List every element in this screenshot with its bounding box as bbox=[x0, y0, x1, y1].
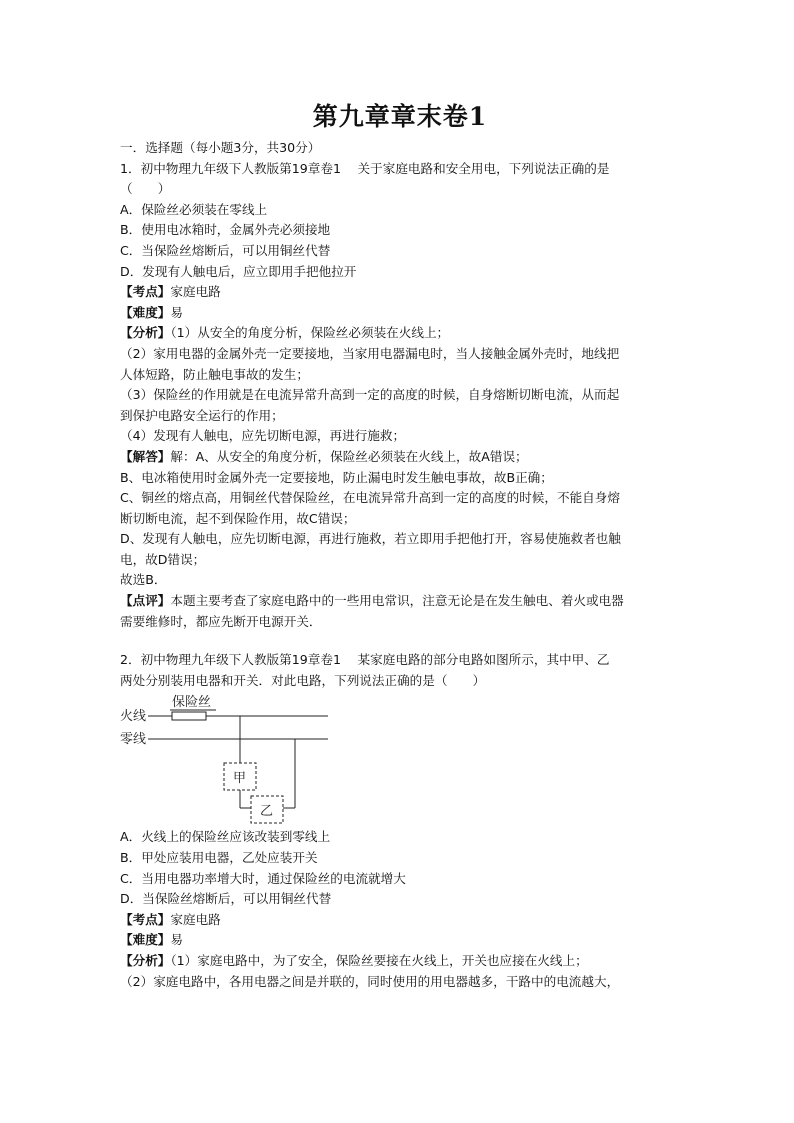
question-1-jieda-line-7: 故选B． bbox=[120, 572, 167, 588]
kaodian-tag: 【考点】 bbox=[120, 284, 171, 300]
question-1-fenxi-line-2: （2）家用电器的金属外壳一定要接地，当家用电器漏电时，当人接触金属外壳时，地线把 bbox=[120, 345, 620, 361]
question-1-fenxi-line-4: （3）保险丝的作用就是在电流异常升高到一定的高度的时候，自身熔断切断电流，从而起 bbox=[120, 387, 620, 403]
question-1 bbox=[120, 159, 680, 633]
fuse-symbol bbox=[172, 712, 206, 720]
question-2-option-d: D．当保险丝熔断后，可以用铜丝代替 bbox=[120, 891, 332, 907]
kaodian-tag: 【考点】 bbox=[120, 911, 171, 927]
nandu-tag: 【难度】 bbox=[120, 304, 171, 320]
question-1-fenxi-line-3: 人体短路，防止触电事故的发生； bbox=[120, 366, 309, 382]
question-1-jieda-line-6: 电，故D错误； bbox=[120, 551, 206, 567]
spacer bbox=[120, 632, 680, 650]
question-1-option-d: D．发现有人触电后，应立即用手把他拉开 bbox=[120, 263, 357, 279]
jieda-tag: 【解答】 bbox=[120, 448, 171, 464]
nandu-value: 易 bbox=[170, 304, 183, 320]
kaodian-value: 家庭电路 bbox=[170, 284, 221, 300]
question-1-option-b: B．使用电冰箱时，金属外壳必须接地 bbox=[120, 222, 331, 238]
question-1-jieda-line-4: 断切断电流，起不到保险作用，故C错误； bbox=[120, 510, 356, 526]
neutral-wire-label: 零线 bbox=[120, 732, 147, 748]
kaodian-value: 家庭电路 bbox=[170, 911, 221, 927]
question-1-jieda-line-2: B、电冰箱使用时金属外壳一定要接地，防止漏电时发生触电事故，故B正确； bbox=[120, 469, 553, 485]
question-1-stem-line-2: （ ） bbox=[120, 181, 171, 197]
question-1-jieda-line-3: C、铜丝的熔点高，用铜丝代替保险丝，在电流异常升高到一定的高度的时候，不能自身熔 bbox=[120, 490, 620, 506]
question-2-option-a: A．火线上的保险丝应该改装到零线上 bbox=[120, 829, 331, 845]
question-1-option-a: A．保险丝必须装在零线上 bbox=[120, 201, 268, 217]
fenxi-text: （1）家庭电路中，为了安全，保险丝要接在火线上，开关也应接在火线上； bbox=[170, 953, 588, 968]
fuse-label: 保险丝 bbox=[172, 695, 212, 711]
question-2-option-c: C．当用电器功率增大时，通过保险丝的电流就增大 bbox=[120, 870, 406, 886]
question-1-kaodian bbox=[120, 282, 680, 303]
question-1-jieda-line-1 bbox=[120, 447, 680, 468]
question-2-fenxi-line-1 bbox=[120, 951, 680, 972]
question-2-kaodian bbox=[120, 910, 680, 931]
question-1-fenxi-line-1 bbox=[120, 323, 680, 344]
yi-label: 乙 bbox=[260, 804, 274, 820]
jieda-text: 解：A、从安全的角度分析，保险丝必须装在火线上，故A错误； bbox=[170, 448, 528, 464]
nandu-tag: 【难度】 bbox=[120, 932, 171, 948]
circuit-diagram bbox=[120, 693, 340, 825]
question-1-jieda-line-5: D、发现有人触电，应先切断电源，再进行施救，若立即用手把他打开，容易使施救者也触 bbox=[120, 531, 621, 547]
question-2 bbox=[120, 650, 680, 992]
jia-label: 甲 bbox=[233, 771, 247, 787]
page-title: 第九章章末卷1 bbox=[312, 102, 488, 131]
question-2-fenxi-line-2: （2）家庭电路中，各用电器之间是并联的，同时使用的用电器越多，干路中的电流越大， bbox=[120, 973, 620, 989]
live-wire-label: 火线 bbox=[120, 709, 147, 725]
question-1-option-c: C．当保险丝熔断后，可以用铜丝代替 bbox=[120, 242, 331, 258]
question-1-fenxi-line-5: 到保护电路安全运行的作用； bbox=[120, 407, 284, 423]
dianping-tag: 【点评】 bbox=[120, 593, 171, 609]
document-page bbox=[120, 100, 680, 992]
question-1-stem-line-1: 1．初中物理九年级下人教版第19章卷1 关于家庭电路和安全用电，下列说法正确的是 bbox=[120, 160, 610, 176]
question-2-stem-line-2: 两处分别装用电器和开关．对此电路，下列说法正确的是（ ） bbox=[120, 672, 486, 688]
question-2-option-b: B．甲处应装用电器，乙处应装开关 bbox=[120, 850, 318, 866]
question-2-nandu bbox=[120, 930, 680, 951]
fenxi-tag: 【分析】 bbox=[120, 953, 171, 968]
question-1-nandu bbox=[120, 303, 680, 324]
question-1-fenxi-line-6: （4）发现有人触电，应先切断电源，再进行施救； bbox=[120, 428, 406, 444]
fenxi-tag: 【分析】 bbox=[120, 325, 171, 341]
section-heading: 一．选择题（每小题3分，共30分） bbox=[120, 140, 321, 155]
nandu-value: 易 bbox=[170, 932, 183, 948]
question-1-dianping-line-1 bbox=[120, 591, 680, 612]
fenxi-text: （1）从安全的角度分析，保险丝必须装在火线上； bbox=[170, 325, 450, 341]
question-1-dianping-line-2: 需要维修时，都应先断开电源开关． bbox=[120, 613, 322, 629]
dianping-text: 本题主要考查了家庭电路中的一些用电常识，注意无论是在发生触电、着火或电器 bbox=[170, 593, 624, 609]
question-2-stem-line-1: 2．初中物理九年级下人教版第19章卷1 某家庭电路的部分电路如图所示，其中甲、乙 bbox=[120, 652, 610, 668]
